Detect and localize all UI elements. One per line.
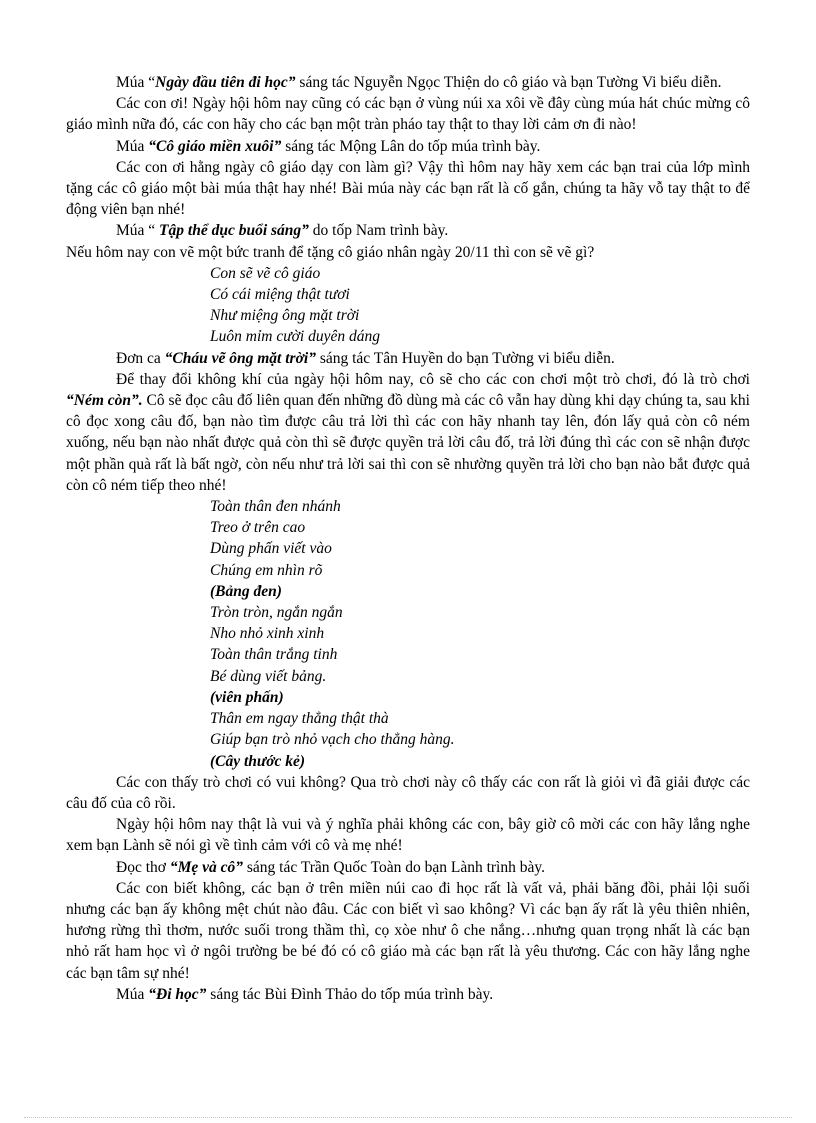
riddle-line: Toàn thân trắng tinh	[210, 646, 338, 664]
game-title: “Ném còn”.	[66, 392, 143, 410]
riddle-list	[66, 496, 750, 772]
paragraph-drawing-question: Nếu hôm nay con vẽ một bức tranh để tặng cô giáo nhân ngày 20/11 thì con sẽ vẽ gì?	[66, 243, 595, 261]
riddle-line: Thân em ngay thẳng thật thà	[210, 710, 389, 728]
riddle-line: Giúp bạn trò nhỏ vạch cho thẳng hàng.	[210, 731, 455, 749]
paragraph-intro-lanh: Ngày hội hôm nay thật là vui và ý nghĩa phải không các con, bây giờ cô mời các con hãy lắng nghe xem bạn Lành sẽ nói gì về tình cảm với cô và mẹ nhé!	[66, 816, 750, 855]
song-title: Tập thể dục buổi sáng”	[159, 222, 309, 240]
paragraph-intro-mountain-friends: Các con ơi! Ngày hội hôm nay cũng có các bạn ở vùng núi xa xôi về đây cùng múa hát chúc mừng cô giáo mình nữa đó, các con hãy cho các bạn một tràn pháo tay thật to thay lời cảm ơn đi nào!	[66, 95, 750, 134]
riddle-line: Bé dùng viết bảng.	[210, 667, 327, 685]
riddle-line: Chúng em nhìn rõ	[210, 561, 323, 579]
poem-line: Có cái miệng thật tươi	[210, 286, 350, 304]
riddle-line: Treo ở trên cao	[210, 519, 306, 537]
riddle-line: Toàn thân đen nhánh	[210, 498, 341, 516]
paragraph-mountain-students: Các con biết không, các bạn ở trên miền núi cao đi học rất là vất vả, phải băng đồi, phải lội suối nhưng các bạn ấy không mệt chút nào đâu. Các con biết vì sao không? Vì các bạn ấy rất là yêu thiên nhiên, hương rừng thì thơm, nước suối trong thầm thì, cọ xòe như ô che nắng…nhưng quan trọng nhất là các bạn nhỏ rất ham học vì ở ngôi trường be bé đó có cô giáo mà các bạn rất là yêu thương. Các con hãy lắng nghe các bạn tâm sự nhé!	[66, 879, 750, 982]
paragraph-dance-first-day: Múa “Ngày đầu tiên đi học” sáng tác Nguyễn Ngọc Thiện do cô giáo và bạn Tường Vi biểu diễn.	[116, 74, 722, 91]
riddle-answer: (Cây thước kẻ)	[210, 752, 306, 770]
paragraph-dance-morning-exercise: Múa “ Tập thể dục buổi sáng” do tốp Nam trình bày.	[116, 222, 449, 240]
poem-title: “Mẹ và cô”	[169, 858, 243, 876]
paragraph-game-review: Các con thấy trò chơi có vui không? Qua trò chơi này cô thấy các con rất là giỏi vì đã giải được các câu đố của cô rồi.	[66, 773, 750, 812]
poem-line: Như miệng ông mặt trời	[210, 307, 360, 325]
paragraph-dance-going-to-school: Múa “Đi học” sáng tác Bùi Đình Thảo do tốp múa trình bày.	[116, 985, 494, 1003]
poem-line: Con sẽ vẽ cô giáo	[210, 264, 321, 282]
song-title: “Đi học”	[148, 985, 207, 1003]
paragraph-game-intro: Để thay đổi không khí của ngày hội hôm nay, cô sẽ cho các con chơi một trò chơi, đó là trò chơi “Ném còn”. Cô sẽ đọc câu đố liên quan đến những đồ dùng mà các cô vẫn hay dùng khi dạy chúng ta, sau khi cô đọc xong câu đố, bạn nào tìm được câu trả lời thì các con hãy nhanh tay lên, đón lấy quả còn cô ném xuống, nếu bạn nào nhất được quả còn thì sẽ được quyền trả lời câu đố, trả lời đúng thì các con sẽ nhận được một phần quà rất là bất ngờ, còn nếu như trả lời sai thì con sẽ nhường quyền trả lời cho bạn nào bắt được quả còn cô ném tiếp theo nhé!	[66, 370, 750, 494]
poem-drawing	[66, 263, 750, 348]
riddle-line: Tròn tròn, ngắn ngắn	[210, 604, 343, 622]
page-bottom-divider	[24, 1117, 792, 1118]
paragraph-poem-mother-teacher: Đọc thơ “Mẹ và cô” sáng tác Trần Quốc Toàn do bạn Lành trình bày.	[116, 858, 545, 876]
paragraph-dance-lowland-teacher: Múa “Cô giáo miền xuôi” sáng tác Mộng Lân do tốp múa trình bày.	[116, 137, 541, 155]
riddle-line: Nho nhỏ xinh xinh	[210, 625, 325, 643]
song-title: Ngày đầu tiên đi học”	[155, 74, 296, 91]
riddle-answer: (Bảng đen)	[210, 582, 282, 600]
poem-line: Luôn mỉm cười duyên dáng	[210, 328, 380, 346]
riddle-answer: (viên phấn)	[210, 688, 284, 706]
paragraph-solo-sun: Đơn ca “Cháu vẽ ông mặt trời” sáng tác Tân Huyền do bạn Tường vi biểu diễn.	[116, 349, 615, 367]
document-page	[66, 72, 750, 1005]
riddle-line: Dùng phấn viết vào	[210, 540, 332, 558]
song-title: “Cô giáo miền xuôi”	[148, 137, 282, 155]
paragraph-intro-boys-dance: Các con ơi hằng ngày cô giáo dạy con làm gì? Vậy thì hôm nay hãy xem các bạn trai của lớp mình tặng các cô giáo một bài múa thật hay nhé! Bài múa này các bạn rất là cố gắn, chúng ta hãy vỗ tay thật to để động viên bạn nhé!	[66, 158, 750, 219]
song-title: “Cháu vẽ ông mặt trời”	[164, 349, 316, 367]
